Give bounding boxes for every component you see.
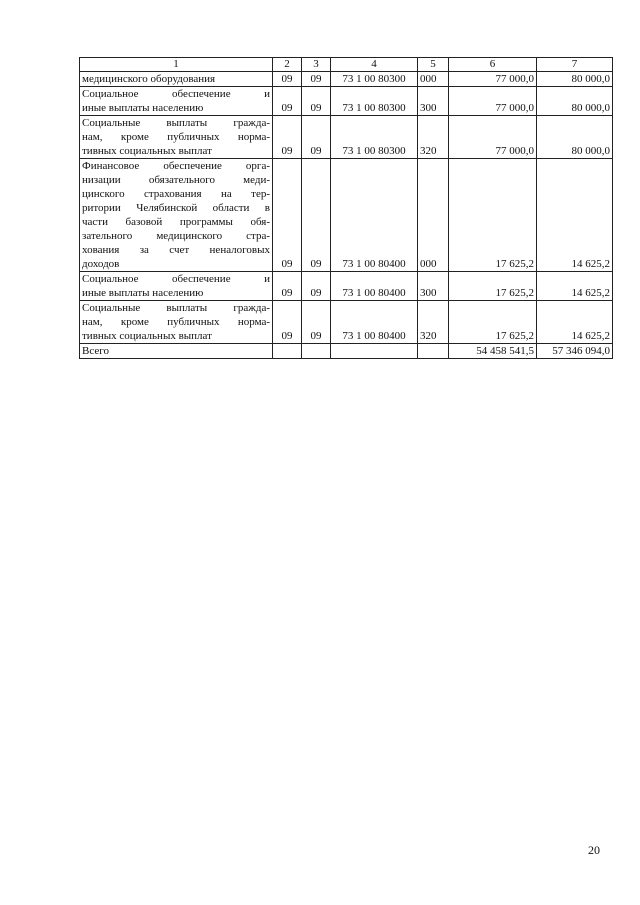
section-code: 09 <box>273 72 302 87</box>
column-header: 6 <box>449 58 537 72</box>
total-value-col6: 54 458 541,5 <box>449 344 537 359</box>
row-description <box>80 159 273 272</box>
description-line: части базовой программы обя- <box>82 216 270 228</box>
amount-col7: 80 000,0 <box>537 72 613 87</box>
target-article-code: 73 1 00 80300 <box>331 87 418 116</box>
amount-col7: 14 625,2 <box>537 301 613 344</box>
amount-col7: 80 000,0 <box>537 87 613 116</box>
column-header: 7 <box>537 58 613 72</box>
amount-col6: 17 625,2 <box>449 272 537 301</box>
subsection-code: 09 <box>302 272 331 301</box>
expense-type-code: 000 <box>418 72 449 87</box>
column-header: 1 <box>80 58 273 72</box>
target-article-code: 73 1 00 80400 <box>331 159 418 272</box>
target-article-code: 73 1 00 80300 <box>331 72 418 87</box>
description-line: Социальное обеспечение и <box>82 273 270 285</box>
description-line: Социальное обеспечение и <box>82 88 270 100</box>
amount-col6: 77 000,0 <box>449 72 537 87</box>
section-code: 09 <box>273 272 302 301</box>
target-article-code: 73 1 00 80400 <box>331 272 418 301</box>
expense-type-code: 320 <box>418 116 449 159</box>
row-description <box>80 72 273 87</box>
amount-col7: 14 625,2 <box>537 159 613 272</box>
row-description <box>80 301 273 344</box>
expense-type-code: 300 <box>418 87 449 116</box>
table-row <box>80 301 613 344</box>
row-description <box>80 116 273 159</box>
subsection-code: 09 <box>302 301 331 344</box>
target-article-code: 73 1 00 80400 <box>331 301 418 344</box>
total-value-col7: 57 346 094,0 <box>537 344 613 359</box>
total-label: Всего <box>80 344 273 359</box>
table-row <box>80 272 613 301</box>
amount-col6: 17 625,2 <box>449 301 537 344</box>
table-body <box>80 72 613 359</box>
column-header: 4 <box>331 58 418 72</box>
row-description <box>80 87 273 116</box>
table-row <box>80 159 613 272</box>
subsection-code: 09 <box>302 87 331 116</box>
amount-col6: 77 000,0 <box>449 116 537 159</box>
expense-type-code: 300 <box>418 272 449 301</box>
amount-col6: 17 625,2 <box>449 159 537 272</box>
description-line: цинского страхования на тер- <box>82 188 270 200</box>
subsection-code: 09 <box>302 159 331 272</box>
table-header-row <box>80 58 613 72</box>
amount-col6: 77 000,0 <box>449 87 537 116</box>
description-line: Финансовое обеспечение орга- <box>82 160 270 172</box>
description-line: Социальные выплаты гражда- <box>82 302 270 314</box>
amount-col7: 14 625,2 <box>537 272 613 301</box>
section-code: 09 <box>273 301 302 344</box>
table-cell <box>302 344 331 359</box>
table-row <box>80 116 613 159</box>
subsection-code: 09 <box>302 116 331 159</box>
table-row <box>80 72 613 87</box>
description-line: доходов <box>82 258 120 270</box>
description-line: нам, кроме публичных норма- <box>82 316 270 328</box>
section-code: 09 <box>273 116 302 159</box>
description-line: ритории Челябинской области в <box>82 202 270 214</box>
section-code: 09 <box>273 159 302 272</box>
description-line: иные выплаты населению <box>82 102 204 114</box>
description-line: зательного медицинского стра- <box>82 230 270 242</box>
column-header: 3 <box>302 58 331 72</box>
column-header: 2 <box>273 58 302 72</box>
row-description <box>80 272 273 301</box>
description-line: нам, кроме публичных норма- <box>82 131 270 143</box>
expense-type-code: 320 <box>418 301 449 344</box>
budget-table <box>79 57 613 359</box>
description-line: Социальные выплаты гражда- <box>82 117 270 129</box>
amount-col7: 80 000,0 <box>537 116 613 159</box>
table-cell <box>331 344 418 359</box>
page-number: 20 <box>588 843 600 857</box>
table-cell <box>273 344 302 359</box>
description-line: тивных социальных выплат <box>82 330 212 342</box>
expense-type-code: 000 <box>418 159 449 272</box>
section-code: 09 <box>273 87 302 116</box>
table-cell <box>418 344 449 359</box>
target-article-code: 73 1 00 80300 <box>331 116 418 159</box>
column-header: 5 <box>418 58 449 72</box>
description-line: низации обязательного меди- <box>82 174 270 186</box>
subsection-code: 09 <box>302 72 331 87</box>
description-line: хования за счет неналоговых <box>82 244 270 256</box>
total-row <box>80 344 613 359</box>
description-line: иные выплаты населению <box>82 287 204 299</box>
description-line: медицинского оборудования <box>82 73 216 85</box>
description-line: тивных социальных выплат <box>82 145 212 157</box>
table-row <box>80 87 613 116</box>
